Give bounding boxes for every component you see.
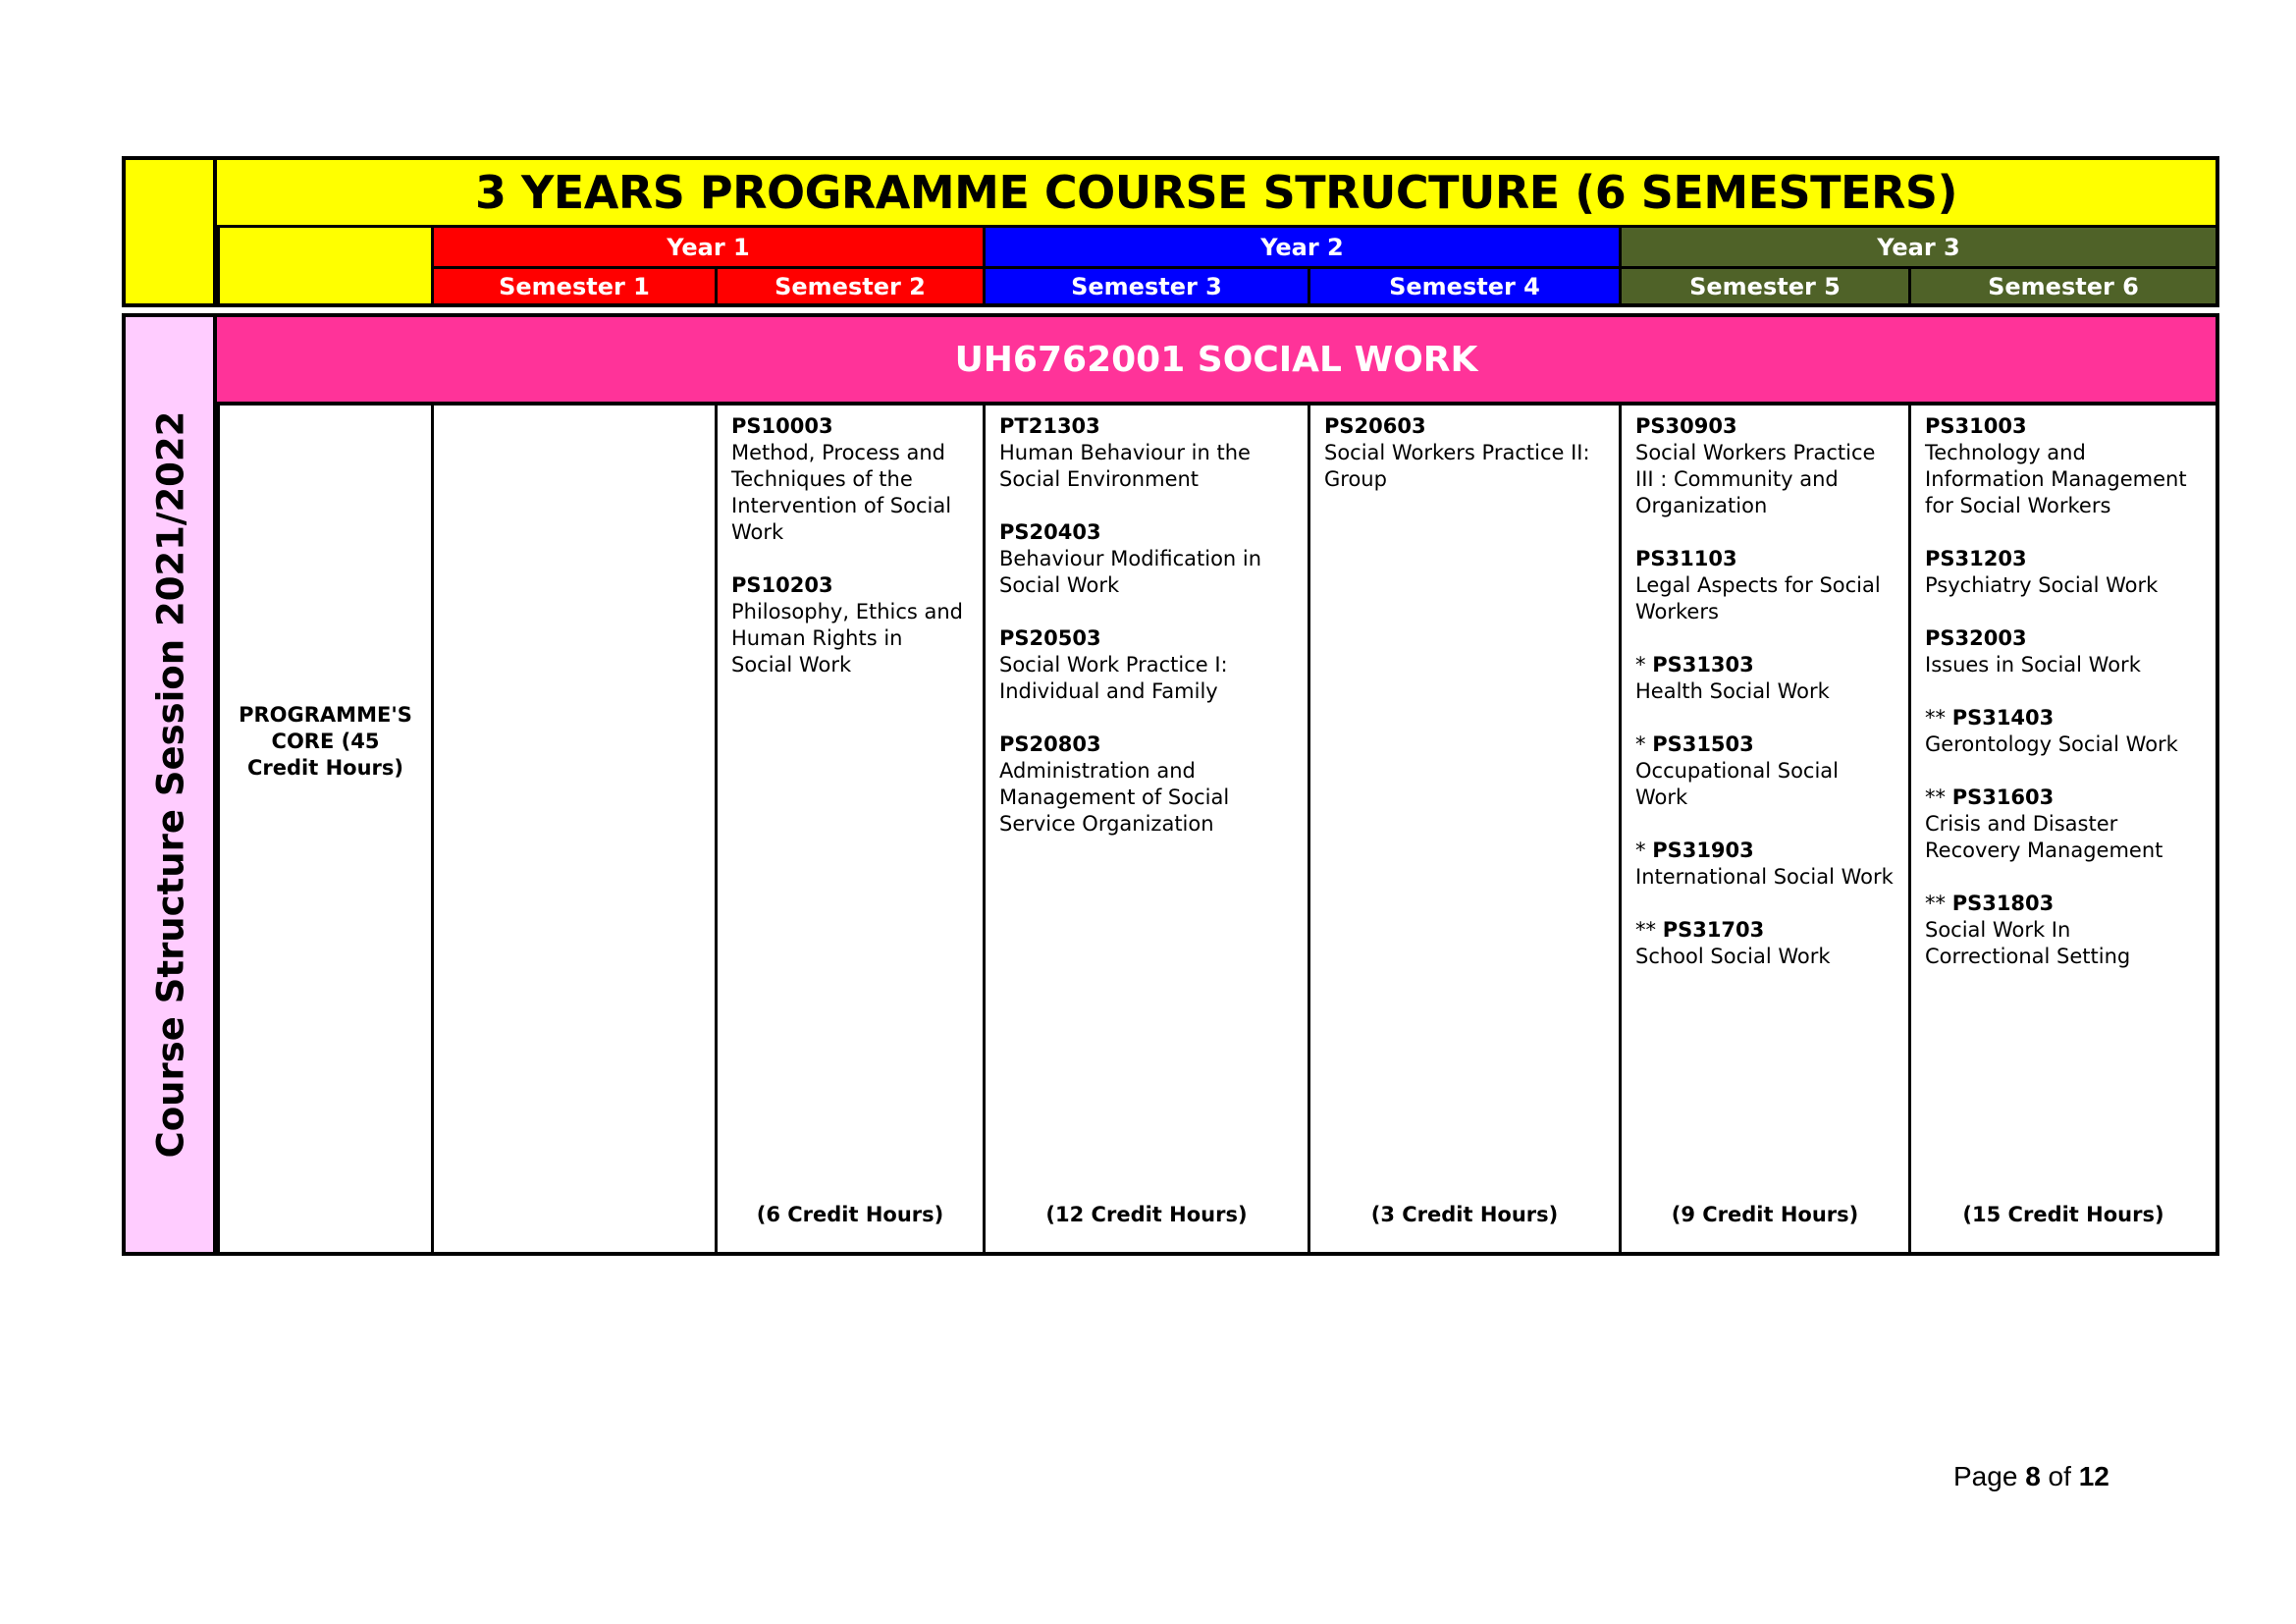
course-entry: [1635, 652, 1895, 705]
course-title: Human Behaviour in the Social Environment: [999, 441, 1251, 491]
course-title: Issues in Social Work: [1925, 653, 2141, 677]
course-code-line: [1925, 413, 2202, 440]
course-title: Social Work Practice I: Individual and Family: [999, 653, 1228, 703]
semester-6-column: [1908, 406, 2216, 1252]
year-blank: [217, 225, 431, 266]
course-code: PS20603: [1324, 414, 1426, 438]
session-label: Course Structure Session 2021/2022: [149, 410, 192, 1159]
elective-mark: **: [1925, 785, 1952, 809]
semester-3-column: [983, 406, 1308, 1252]
core-label: PROGRAMME'S CORE (45 Credit Hours): [239, 703, 412, 780]
semester-4-column: [1308, 406, 1619, 1252]
course-code-line: [1324, 413, 1605, 440]
course-code-line: [1635, 652, 1895, 678]
course-structure-header: [122, 156, 2219, 307]
semester-1-column: [431, 406, 715, 1252]
course-title: Behaviour Modification in Social Work: [999, 547, 1262, 597]
course-entry: [1925, 785, 2202, 864]
page-total: 12: [2078, 1461, 2109, 1491]
credit-hours: (12 Credit Hours): [1045, 1203, 1248, 1226]
course-code-line: [1635, 546, 1895, 572]
course-title: Technology and Information Management for Social Workers: [1925, 441, 2187, 517]
course-code: PS10003: [731, 414, 833, 438]
page-title: 3 YEARS PROGRAMME COURSE STRUCTURE (6 SEMESTERS): [217, 160, 2216, 225]
course-title: International Social Work: [1635, 865, 1894, 889]
elective-mark: *: [1635, 732, 1653, 756]
course-code: PS31303: [1652, 653, 1754, 677]
course-entry: [731, 413, 969, 546]
course-code-line: [999, 519, 1294, 546]
course-entry: [1635, 917, 1895, 970]
course-title: Crisis and Disaster Recovery Management: [1925, 812, 2163, 862]
course-code: PS30903: [1635, 414, 1737, 438]
course-entry: [1635, 546, 1895, 625]
course-title: Social Workers Practice II: Group: [1324, 441, 1590, 491]
semester-2-column: [715, 406, 983, 1252]
course-code: PS32003: [1925, 626, 2027, 650]
page-current: 8: [2025, 1461, 2041, 1491]
course-title: Health Social Work: [1635, 679, 1830, 703]
year-3-label: Year 3: [1619, 225, 2216, 266]
course-entry: [1635, 838, 1895, 891]
course-title: Social Workers Practice III : Community and Organization: [1635, 441, 1876, 517]
course-entry: [1635, 413, 1895, 519]
elective-mark: **: [1925, 892, 1952, 915]
course-title: Administration and Management of Social Service Organization: [999, 759, 1230, 836]
course-code: PS31103: [1635, 547, 1737, 570]
year-1-label: Year 1: [431, 225, 983, 266]
year-2-label: Year 2: [983, 225, 1619, 266]
course-title: Occupational Social Work: [1635, 759, 1839, 809]
course-title: Legal Aspects for Social Workers: [1635, 573, 1881, 623]
course-code-line: [1635, 413, 1895, 440]
course-entry: [731, 572, 969, 678]
course-code-line: [1635, 838, 1895, 864]
course-code: PS31003: [1925, 414, 2027, 438]
course-entry: [999, 519, 1294, 599]
course-title: School Social Work: [1635, 945, 1831, 968]
course-entry: [1925, 705, 2202, 758]
course-entry: [1324, 413, 1605, 493]
course-entry: [1925, 891, 2202, 970]
course-entry: [1925, 413, 2202, 519]
session-sidebar: [126, 317, 217, 1252]
credit-hours: (3 Credit Hours): [1370, 1203, 1559, 1226]
course-code-line: [1925, 625, 2202, 652]
course-title: Psychiatry Social Work: [1925, 573, 2159, 597]
course-entry: [999, 413, 1294, 493]
core-column: [217, 406, 431, 1252]
elective-mark: *: [1635, 653, 1653, 677]
course-code: PS31503: [1652, 732, 1754, 756]
course-code: PS20403: [999, 520, 1101, 544]
course-code: PS31803: [1951, 892, 2055, 915]
course-code-line: [1635, 917, 1895, 944]
semester-1-label: Semester 1: [431, 266, 715, 303]
course-code: PS10203: [731, 573, 833, 597]
header-corner: [126, 160, 217, 303]
course-code-line: [999, 413, 1294, 440]
elective-mark: **: [1925, 706, 1952, 730]
programme-title: UH6762001 SOCIAL WORK: [217, 317, 2216, 406]
course-code-line: [1925, 785, 2202, 811]
course-title: Gerontology Social Work: [1925, 732, 2178, 756]
semester-6-label: Semester 6: [1908, 266, 2216, 303]
elective-mark: **: [1635, 918, 1663, 942]
semester-blank: [217, 266, 431, 303]
credit-hours: (6 Credit Hours): [756, 1203, 944, 1226]
course-code: PS31603: [1951, 785, 2055, 809]
course-code-line: [999, 731, 1294, 758]
course-code: PS31703: [1662, 918, 1765, 942]
credit-hours: (15 Credit Hours): [1962, 1203, 2164, 1226]
course-title: Social Work In Correctional Setting: [1925, 918, 2131, 968]
page-number: [1953, 1461, 2109, 1492]
course-title: Method, Process and Techniques of the Intervention of Social Work: [731, 441, 952, 544]
course-code-line: [999, 625, 1294, 652]
course-entry: [999, 731, 1294, 838]
elective-mark: *: [1635, 839, 1653, 862]
course-code-line: [1925, 705, 2202, 731]
course-entry: [1635, 731, 1895, 811]
course-code-line: [1635, 731, 1895, 758]
semester-3-label: Semester 3: [983, 266, 1308, 303]
page-of: of: [2048, 1461, 2071, 1491]
course-code: PT21303: [999, 414, 1100, 438]
course-entry: [999, 625, 1294, 705]
course-entry: [1925, 546, 2202, 599]
course-title: Philosophy, Ethics and Human Rights in Social Work: [731, 600, 964, 677]
credit-hours: (9 Credit Hours): [1671, 1203, 1859, 1226]
course-code-line: [1925, 546, 2202, 572]
semester-5-label: Semester 5: [1619, 266, 1908, 303]
course-structure-body: [122, 313, 2219, 1256]
course-code: PS20803: [999, 732, 1101, 756]
course-code-line: [731, 572, 969, 599]
semester-4-label: Semester 4: [1308, 266, 1619, 303]
course-code: PS31903: [1652, 839, 1754, 862]
page-prefix: Page: [1953, 1461, 2018, 1491]
course-code: PS31203: [1925, 547, 2027, 570]
semester-5-column: [1619, 406, 1908, 1252]
course-entry: [1925, 625, 2202, 678]
course-code-line: [1925, 891, 2202, 917]
course-code-line: [731, 413, 969, 440]
semester-2-label: Semester 2: [715, 266, 983, 303]
course-code: PS20503: [999, 626, 1101, 650]
course-code: PS31403: [1951, 706, 2055, 730]
